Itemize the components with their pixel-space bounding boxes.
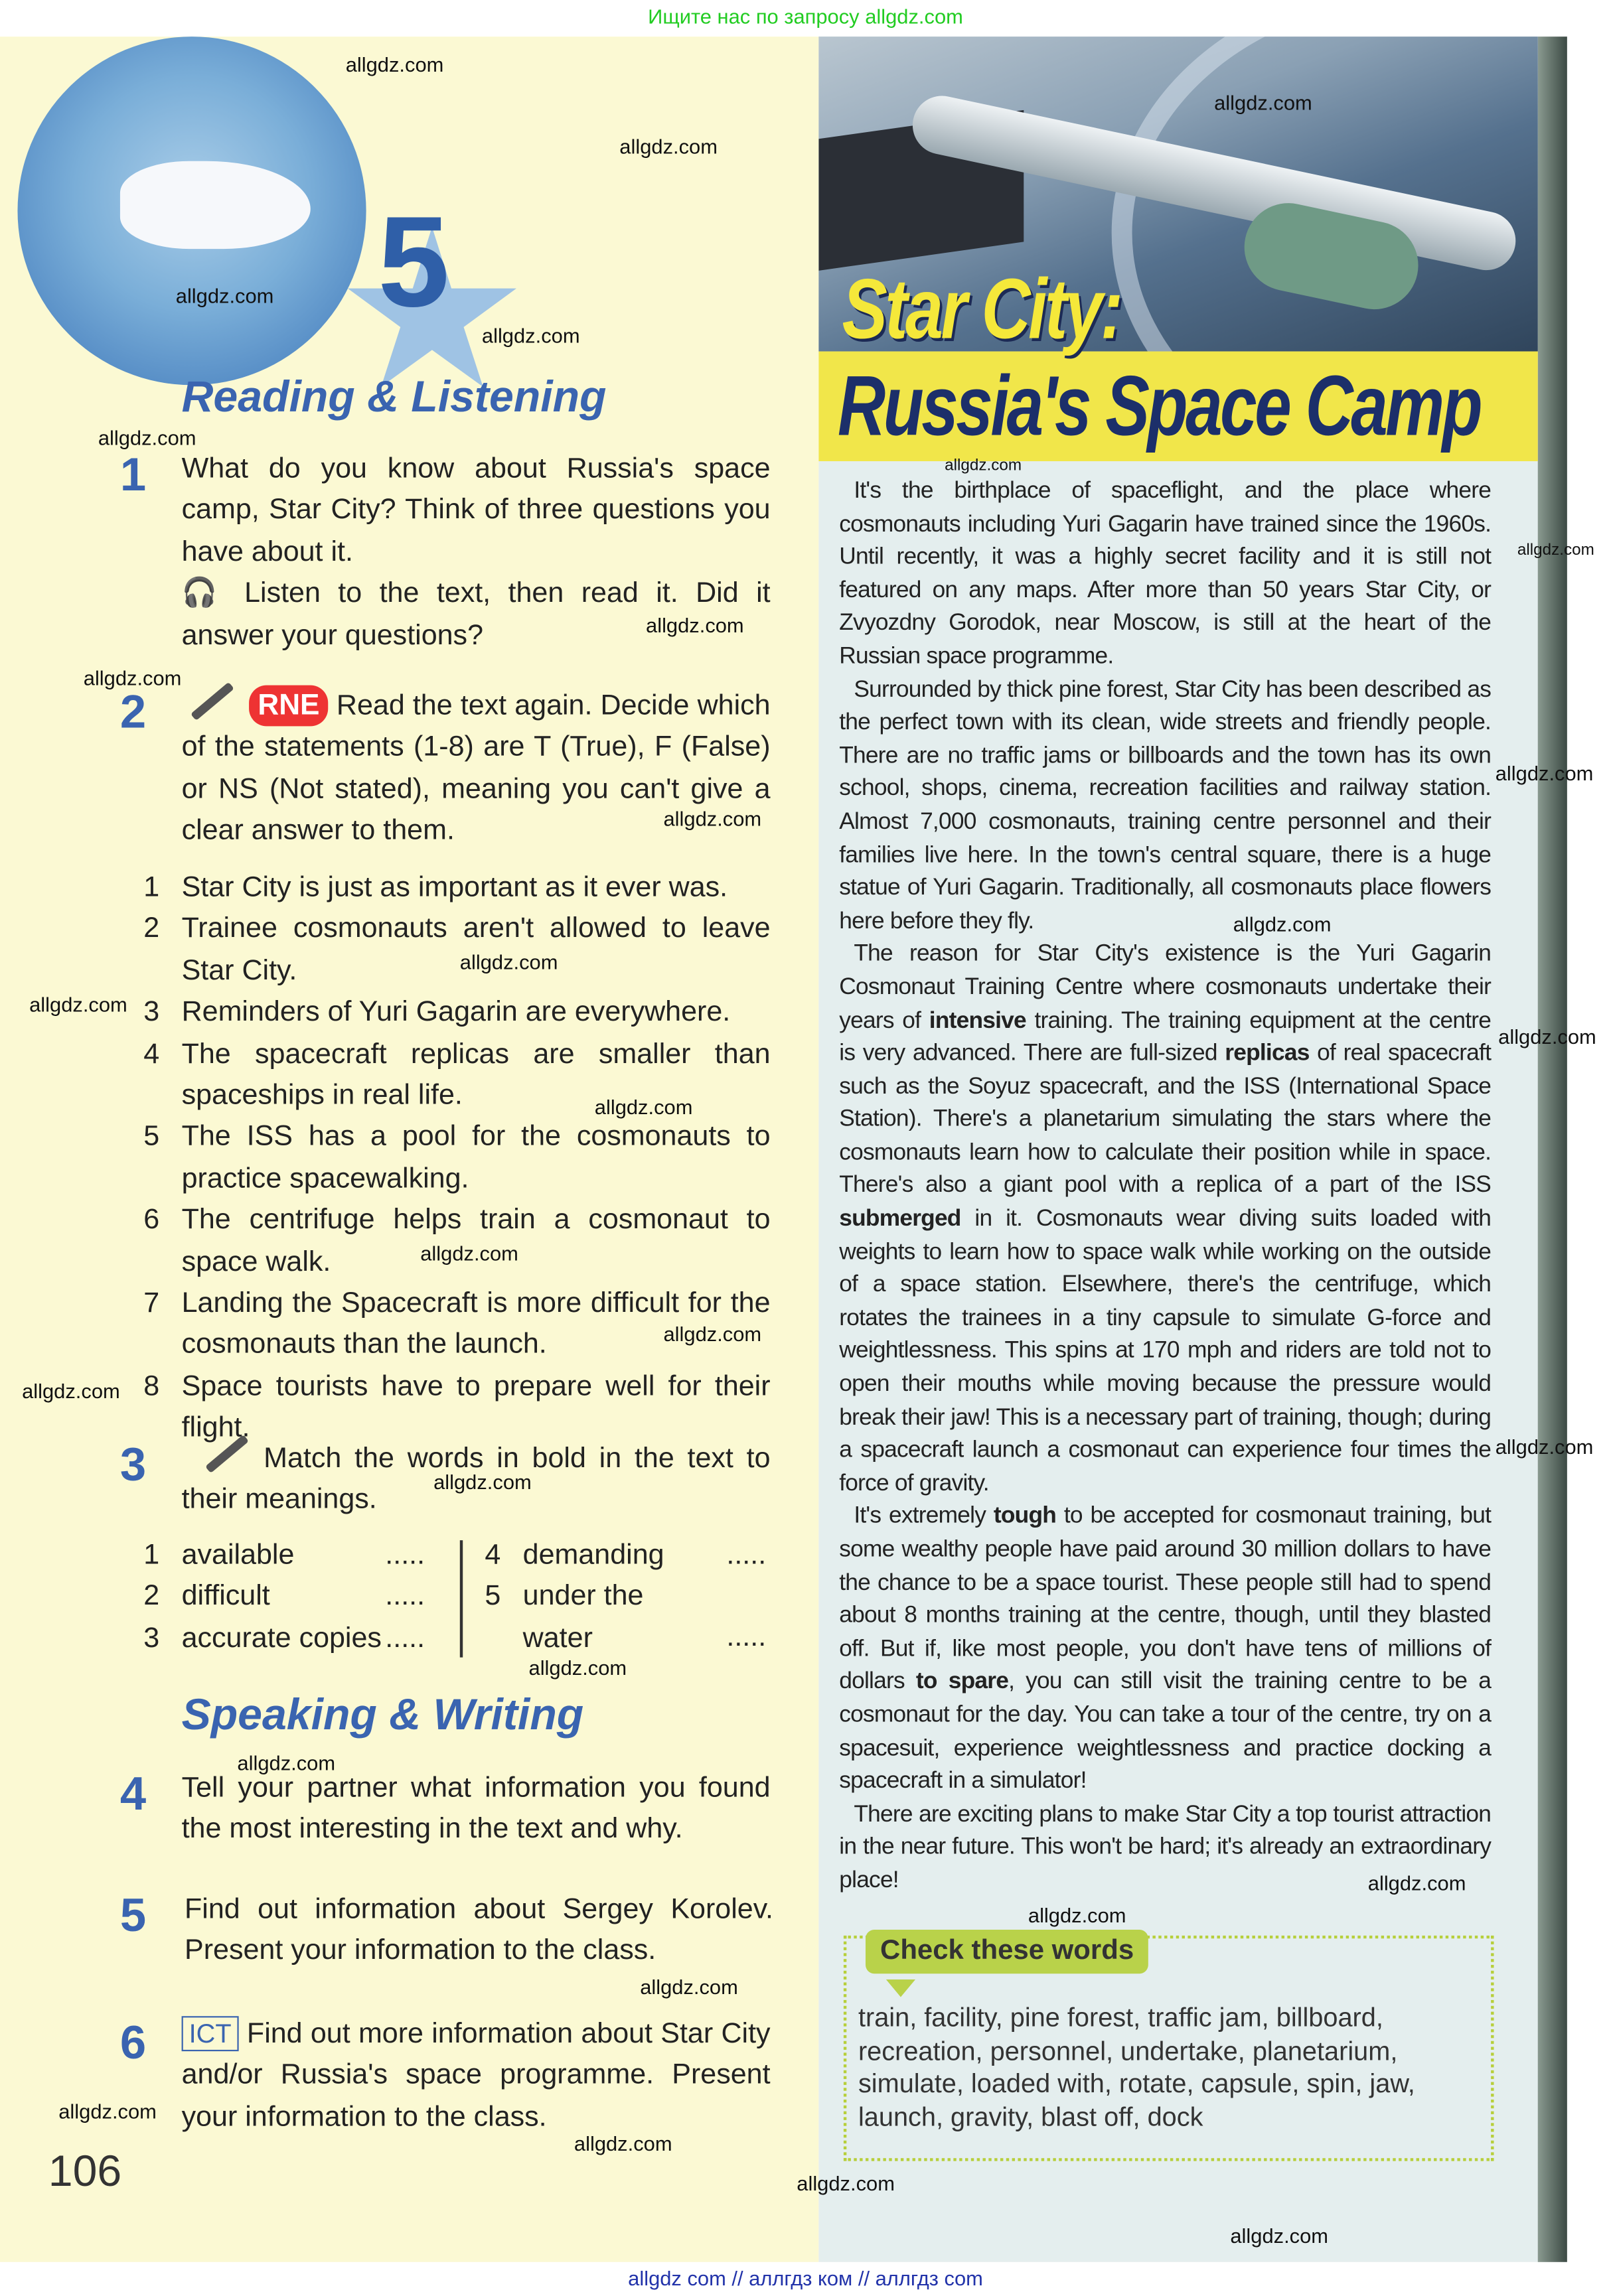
article-paragraph: It's the birthplace of spaceflight, and the place where cosmonauts including Yuri Gagarin have trained since the 1960s. Until recently, it was a highly secret facility and it is still not featured on any maps. After more than 50 years Star City, or Zvyozdny Gorodok, near Moscow, is still at the heart of the Russian space programme. bbox=[839, 478, 1492, 670]
statement-item: 4 The spacecraft replicas are smaller than spaceships in real life. bbox=[143, 1037, 771, 1112]
speech-bubble-tail bbox=[886, 1979, 915, 1997]
article-body bbox=[839, 476, 1491, 1899]
watermark: allgdz.com bbox=[22, 1379, 120, 1403]
statement-item: 3 Reminders of Yuri Gagarin are everywhere. bbox=[143, 995, 731, 1029]
match-item: 1 available ..... bbox=[143, 1538, 425, 1571]
check-words-list: train, facility, pine forest, traffic jam, billboard, recreation, personnel, undertake, planetarium, simulate, loaded with, rotate, capsule, spin, jaw, launch, gravity, blast off, dock bbox=[858, 2003, 1415, 2132]
watermark: allgdz.com bbox=[640, 1975, 738, 1999]
globe-image bbox=[17, 36, 366, 385]
watermark: allgdz.com bbox=[1233, 912, 1332, 936]
exercise-number: 4 bbox=[119, 1767, 147, 1820]
exercise-3-text: Match the words in bold in the text to their meanings. bbox=[181, 1442, 771, 1516]
match-item: 3 accurate copies ..... bbox=[143, 1622, 425, 1654]
exercise-number: 3 bbox=[119, 1437, 147, 1491]
watermark: allgdz.com bbox=[945, 457, 1022, 474]
watermark: allgdz.com bbox=[797, 2171, 895, 2195]
russia-map-shape bbox=[120, 161, 311, 249]
exercise-number: 5 bbox=[119, 1889, 147, 1942]
article-paragraph: Surrounded by thick pine forest, Star City has been described as the perfect town with its clean, wide streets and friendly people. There are no traffic jams or billboards and the town has its own school, shops, cinema, recreation facilities and railway station. Almost 7,000 cosmonauts, training centre personnel and their families live here. In the town's central square, there is a huge statue of Yuri Gagarin. Traditionally, all cosmonauts place flowers here before they fly. bbox=[839, 677, 1492, 934]
watermark: allgdz.com bbox=[663, 1322, 762, 1346]
watermark: allgdz.com bbox=[481, 323, 580, 347]
column-divider bbox=[460, 1540, 463, 1658]
article-title-line2: Russia's Space Camp bbox=[838, 358, 1481, 454]
watermark: allgdz.com bbox=[29, 992, 127, 1017]
statement-item: 8 Space tourists have to prepare well for their flight. bbox=[143, 1370, 771, 1445]
rne-badge: RNE bbox=[249, 685, 329, 727]
statement-item: 6 The centrifuge helps train a cosmonaut to space walk. bbox=[143, 1204, 771, 1278]
watermark: allgdz.com bbox=[420, 1242, 518, 1265]
exercise-1-listen: Listen to the text, then read it. Did it answer your questions? bbox=[181, 577, 771, 652]
statement-item: 2 Trainee cosmonauts aren't allowed to leave Star City. bbox=[143, 912, 771, 987]
statement-list bbox=[143, 867, 770, 1449]
exercise-number: 6 bbox=[119, 2016, 147, 2069]
match-item: 2 difficult ..... bbox=[143, 1580, 425, 1613]
match-item: 5 under the water ..... bbox=[485, 1580, 767, 1654]
unit-number: 5 bbox=[378, 188, 450, 334]
exercise-number: 2 bbox=[119, 685, 147, 739]
watermark: allgdz.com bbox=[1495, 1435, 1594, 1459]
watermark: allgdz.com bbox=[528, 1656, 627, 1680]
watermark: allgdz.com bbox=[459, 950, 558, 974]
watermark: allgdz.com bbox=[433, 1470, 532, 1494]
statement-item: 5 The ISS has a pool for the cosmonauts to practice spacewalking. bbox=[143, 1120, 771, 1195]
exercise-6-text: Find out more information about Star City and/or Russia's space programme. Present your information to the class. bbox=[181, 2017, 771, 2133]
footer-banner: allgdz com // аллгдз ком // аллгдз com bbox=[0, 2262, 1611, 2296]
search-banner: Ищите нас по запросу allgdz.com bbox=[0, 0, 1611, 36]
pen-icon bbox=[191, 682, 234, 721]
watermark: allgdz.com bbox=[1367, 1871, 1466, 1895]
section-heading-reading: Reading & Listening bbox=[181, 373, 607, 422]
check-words-title: Check these words bbox=[866, 1930, 1148, 1973]
exercise-number: 1 bbox=[119, 448, 147, 501]
watermark: allgdz.com bbox=[619, 134, 718, 159]
watermark: allgdz.com bbox=[646, 613, 744, 637]
watermark: allgdz.com bbox=[175, 284, 274, 308]
article-paragraph: It's extremely tough to be accepted for cosmonaut training, but some wealthy people have paid around 30 million dollars to have the chance to be a space tourist. These people still had to spend about 8 months training at the centre, though, until they blasted off. But if, like most people, you don't have tens of millions of dollars to spare, you can still visit the training centre to be a cosmonaut for the day. You can take a tour of the centre, try on a spacesuit, experience weightlessness and practice docking a spacecraft in a simulator! bbox=[839, 1504, 1492, 1794]
watermark: allgdz.com bbox=[1230, 2224, 1329, 2248]
article-paragraph: The reason for Star City's existence is the Yuri Gagarin Cosmonaut Training Centre where cosmonauts undertake their years of intensive training. The training equipment at the centre is very advanced. There are full-sized replicas of real spacecraft such as the Soyuz spacecraft, and the ISS (International Space Station). There's a planetarium simulating the stars where the cosmonauts learn how to calculate their position while in space. There's also a giant pool with a replica of a part of the ISS submerged in it. Cosmonauts wear diving suits loaded with weights to learn how to space walk while working on the outside of a space station. Elsewhere, there's the centrifuge, which rotates the trainees in a tiny capsule to simulate G-force and weightlessness. This spins at 170 mph and riders are told not to open their mouths while moving because the pressure would break their jaw! This is a necessary part of training, though; during a spacecraft launch a cosmonaut can experience four times the force of gravity. bbox=[839, 942, 1492, 1496]
watermark: allgdz.com bbox=[1498, 1025, 1596, 1048]
watermark: allgdz.com bbox=[1495, 761, 1594, 785]
headphones-icon: 🎧 bbox=[181, 577, 227, 610]
page-number: 106 bbox=[48, 2147, 122, 2196]
exercise-1-text: What do you know about Russia's space camp, Star City? Think of three questions you have about it. bbox=[181, 452, 771, 568]
article-paragraph: There are exciting plans to make Star City a top tourist attraction in the near future. This won't be hard; it's already an extraordinary place! bbox=[839, 1802, 1492, 1893]
ict-badge: ICT bbox=[182, 2016, 239, 2051]
page-edge bbox=[1538, 36, 1567, 2262]
exercise-5: Find out information about Sergey Korolev. Present your information to the class. bbox=[185, 1893, 773, 1968]
watermark: allgdz.com bbox=[58, 2099, 157, 2123]
watermark: allgdz.com bbox=[663, 806, 762, 831]
statement-item: 7 Landing the Spacecraft is more difficult for the cosmonauts than the launch. bbox=[143, 1287, 771, 1361]
pen-icon bbox=[205, 1435, 249, 1473]
exercise-4: Tell your partner what information you found the most interesting in the text and why. bbox=[181, 1771, 771, 1845]
watermark: allgdz.com bbox=[83, 666, 182, 690]
article-title-line1: Star City: bbox=[842, 261, 1121, 358]
statement-item: 1 Star City is just as important as it ever was. bbox=[143, 871, 728, 904]
watermark: allgdz.com bbox=[574, 2131, 672, 2155]
watermark: allgdz.com bbox=[98, 426, 196, 450]
watermark: allgdz.com bbox=[594, 1095, 693, 1119]
watermark: allgdz.com bbox=[237, 1751, 336, 1775]
watermark: allgdz.com bbox=[345, 52, 444, 76]
watermark: allgdz.com bbox=[1028, 1903, 1126, 1927]
match-right-column bbox=[485, 1534, 770, 1659]
match-item: 4 demanding ..... bbox=[485, 1538, 767, 1571]
watermark: allgdz.com bbox=[1517, 541, 1594, 559]
watermark: allgdz.com bbox=[1214, 90, 1312, 115]
exercise-6 bbox=[182, 2013, 771, 2138]
match-left-column bbox=[143, 1534, 451, 1659]
section-heading-speaking: Speaking & Writing bbox=[181, 1691, 584, 1740]
exercise-2-text: Read the text again. Decide which of the statements (1-8) are T (True), F (False) or NS (Not stated), meaning you can't give a clear answer to them. bbox=[181, 689, 771, 847]
